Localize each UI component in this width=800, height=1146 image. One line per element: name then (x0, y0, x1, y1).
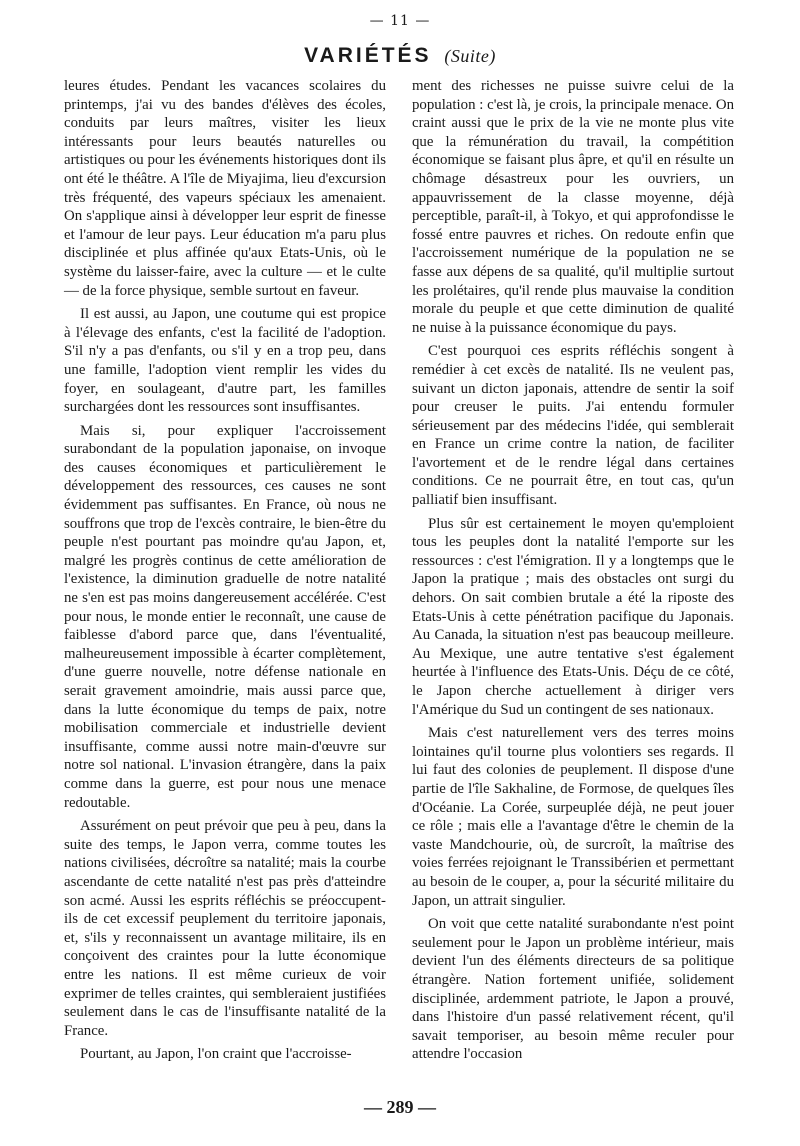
section-subtitle: (Suite) (444, 46, 496, 66)
right-column (412, 77, 734, 1064)
paragraph: On voit que cette natalité surabondante n'est point seulement pour le Japon un problème intérieur, mais devient l'un des éléments directeurs de sa politique étrangère. Nation fortement unifiée, solidement disciplinée, ardemment patriote, le Japon a prouvé, dans l'histoire d'un passé relativement récent, qu'il savait temporiser, au besoin même reculer pour attendre l'occasion (412, 916, 734, 1063)
paragraph: Plus sûr est certainement le moyen qu'emploient tous les peuples dont la natalité l'emporte sur les ressources : c'est l'émigration. Il y a longtemps que le Japon la pratique ; mais des obstacles ont surgi du dehors. On sait combien brutale a été la riposte des Etats-Unis à cette pénétration pacifique du Japonais. Au Canada, la situation n'est pas beaucoup meilleure. Au Mexique, une autre tentative s'est également heurtée à l'influence des Etats-Unis. Déçu de ce côté, le Japon cherche actuellement à diriger vers l'Amérique du Sud un contingent de ses nationaux. (412, 515, 734, 718)
section-title (0, 44, 800, 68)
paragraph: C'est pourquoi ces esprits réfléchis songent à remédier à cet excès de natalité. Ils ne veulent pas, suivant un dicton japonais, attendre de sentir la soif pour creuser le puits. J'ai entendu formuler sérieusement par des médecins l'idée, qui semblerait en France un crime contre la nation, de faciliter l'avortement et de le rendre légal dans certaines conditions. Ce ne pourrait être, en tout cas, qu'un palliatif bien insuffisant. (412, 343, 734, 509)
paragraph: Il est aussi, au Japon, une coutume qui est propice à l'élevage des enfants, c'est la facilité de l'adoption. S'il n'y a pas d'enfants, ou s'il y en a trop peu, dans une famille, l'adoption vient remplir les vides du foyer, en soulageant, d'autre part, les familles surchargées dont les ressources sont insuffisantes. (64, 306, 386, 416)
paragraph: ment des richesses ne puisse suivre celui de la population : c'est là, je crois, la principale menace. On craint aussi que le prix de la vie ne monte plus vite que la rémunération du travail, la compétition économique se faisant plus âpre, et qu'il en résulte un chômage désastreux pour les ouvriers, un appauvrissement de la classe moyenne, déjà perceptible, paraît-il, à Tokyo, et qui approfondisse le fossé entre pauvres et riches. On redoute enfin que l'accroissement numérique de la population ne se fasse aux dépens de sa qualité, qu'il multiplie surtout les prolétaires, qu'il rende plus mauvaise la condition morale du peuple et que cette diminution de qualité ne nuise à la puissance économique du pays. (412, 78, 734, 336)
page-footer-number: — 289 — (364, 1097, 436, 1117)
paragraph: Pourtant, au Japon, l'on craint que l'accroisse- (80, 1046, 352, 1063)
left-column (64, 77, 386, 1064)
page-header-number: — 11 — (369, 13, 431, 29)
section-title-text: VARIÉTÉS (304, 44, 432, 67)
paragraph: leures études. Pendant les vacances scolaires du printemps, j'ai vu des bandes d'élèves des écoles, conduits par leurs maîtres, visiter les lieux intéressants pour leurs beautés naturelles ou artistiques ou pour les événements historiques dont ils ont été le théâtre. A l'île de Miyajima, lieu d'excursion très fréquenté, des vapeurs spéciaux les amenaient. On s'applique ainsi à développer leur esprit de finesse et l'amour de leur pays. Leur éducation m'a paru plus disciplinée et plus affinée qu'aux Etats-Unis, où le système du laisser-faire, avec la culture — et le culte — de la force physique, semble surtout en faveur. (64, 78, 386, 299)
paragraph: Mais c'est naturellement vers des terres moins lointaines qu'il tourne plus volontiers ses regards. Il lui faut des colonies de peuplement. Il dispose d'une partie de l'île Sakhaline, de Formose, de quelques îles d'Océanie. La Corée, surpeuplée déjà, ne peut jouer ce rôle ; mais elle a l'avantage d'être le chemin de la vaste Mandchourie, où, de surcroît, la maîtrise des voies ferrées rejoignant le Transsibérien et permettant au besoin de le couper, a, pour la sécurité militaire du Japon, un attrait singulier. (412, 725, 734, 909)
paragraph: Mais si, pour expliquer l'accroissement surabondant de la population japonaise, on invoque des causes économiques et particulièrement le développement des ressources, ces causes ne sont évidemment pas suffisantes. En France, où nous ne souffrons que trop de l'excès contraire, le bien-être du peuple n'est pourtant pas moindre qu'au Japon, et, malgré les progrès continus de cette amélioration de l'existence, la diminution graduelle de notre natalité ne s'en est pas moins dangereusement accélérée. C'est pour nous, le monde entier le reconnaît, une cause de faiblesse d'abord parce que, dans l'éventualité, malheureusement impossible à écarter complètement, d'une guerre nouvelle, notre défense nationale en serait gravement amoindrie, mais aussi parce que, dans la lutte économique du temps de paix, notre mobilisation commerciale et industrielle devient insuffisante, comme aussi notre main-d'œuvre sur notre sol national. L'invasion étrangère, dans la paix comme dans la guerre, est pour nous une menace redoutable. (64, 422, 386, 811)
paragraph: Assurément on peut prévoir que peu à peu, dans la suite des temps, le Japon verra, comme toutes les nations civilisées, décroître sa natalité; mais la courbe ascendante de cette natalité n'est pas près d'atteindre son acmé. Aussi les esprits réfléchis se préoccupent-ils de cet excessif peuplement du territoire japonais, et, s'ils y reconnaissent un avantage militaire, ils en conçoivent des craintes pour la lutte économique entre les nations. Il est même curieux de voir exprimer de telles craintes, qui sembleraient justifiées seulement dans le cas de l'insuffisante natalité de la France. (64, 818, 386, 1039)
